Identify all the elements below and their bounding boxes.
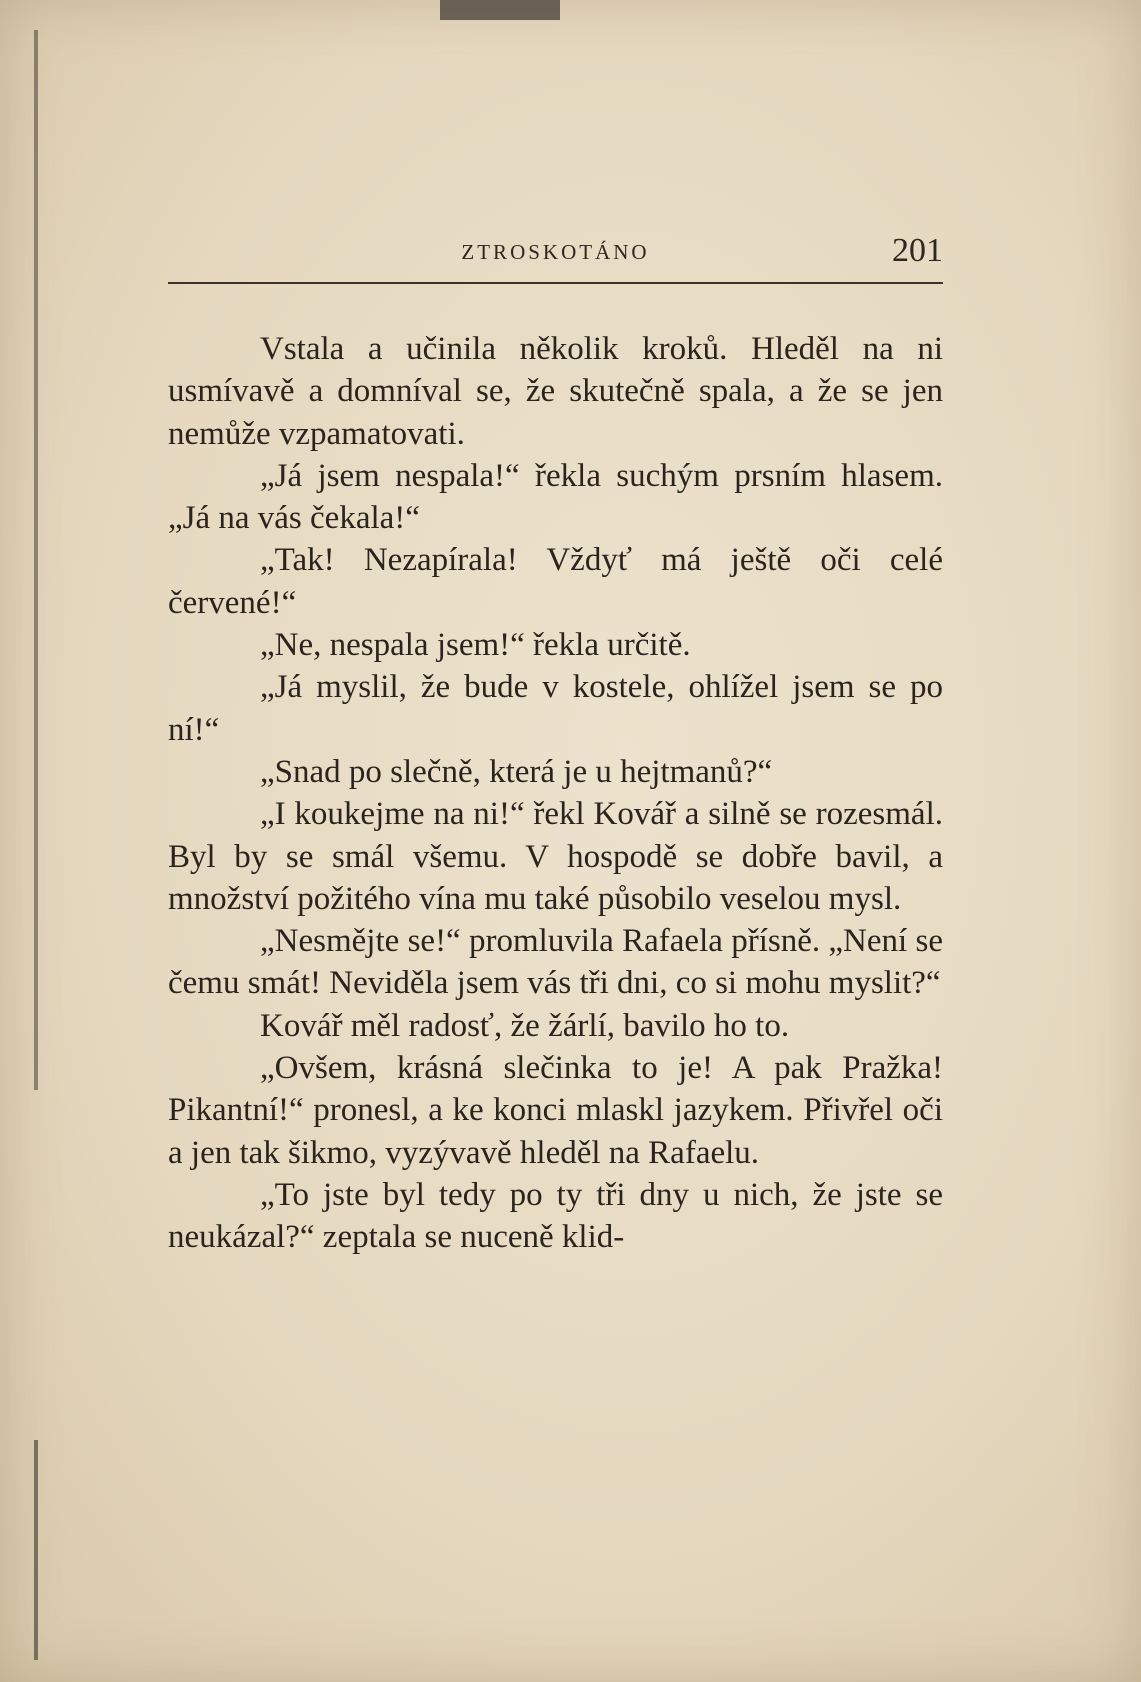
paragraph: „Ovšem, krásná slečinka to je! A pak Pražka! Pikantní!“ pronesl, a ke konci mlaskl jazykem. Přivřel oči a jen tak šikmo, vyzývavě hleděl na Rafaelu. [168,1050,943,1171]
body-text [168,328,943,1259]
gutter-shadow-lower [34,1440,38,1660]
paragraph: „Nesmějte se!“ promluvila Rafaela přísně. „Není se čemu smát! Neviděla jsem vás tři dni, co si mohu myslit?“ [168,923,943,1002]
binding-mark [440,0,560,20]
paragraph: „Já myslil, že bude v kostele, ohlížel jsem se po ní!“ [168,669,943,748]
paragraph: „Ne, nespala jsem!“ řekla určitě. [260,627,691,664]
gutter-shadow [34,30,38,1090]
page-header [168,232,943,284]
page-number: 201 [892,232,943,269]
paragraph: „Já jsem nespala!“ řekla suchým prsním hlasem. „Já na vás čekala!“ [168,457,943,537]
paragraph: „To jste byl tedy po ty tři dny u nich, že jste se neukázal?“ zeptala se nuceně klid- [168,1176,943,1256]
paragraph: „Tak! Nezapírala! Vždyť má ještě oči celé červené!“ [168,542,943,621]
paragraph: Kovář měl radosť, že žárlí, bavilo ho to. [260,1007,790,1044]
running-head: ZTROSKOTÁNO [461,240,650,264]
paragraph: „I koukejme na ni!“ řekl Kovář a silně se rozesmál. Byl by se smál všemu. V hospodě se dobře bavil, a množství požitého vína mu také působilo veselou mysl. [168,796,943,917]
paragraph: „Snad po slečně, která je u hejtmanů?“ [260,753,773,790]
paragraph: Vstala a učinila několik kroků. Hleděl na ni usmívavě a domníval se, že skutečně spala, a že se jen nemůže vzpamatovati. [168,331,943,452]
